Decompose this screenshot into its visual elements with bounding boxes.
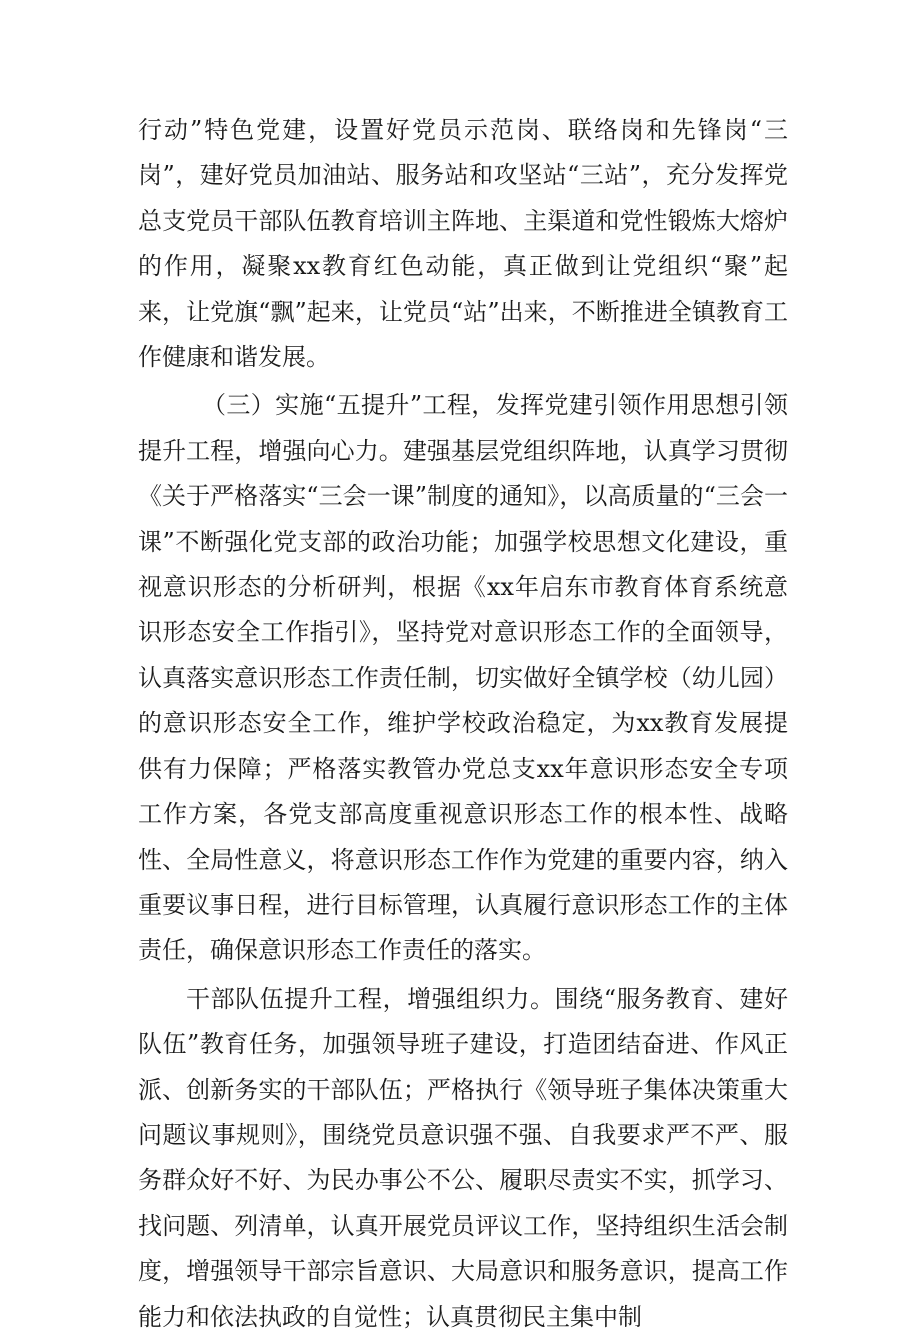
paragraph-five-upgrades: （三）实施“五提升”工程，发挥党建引领作用思想引领提升工程，增强向心力。建强基层党组织阵地，认真学习贯彻《关于严格落实“三会一课”制度的通知》，以高质量的“三会一课”不断强化党支部的政治功能；加强学校思想文化建设，重视意识形态的分析研判，根据《xx年启东市教育体育系统意识形态安全工作指引》，坚持党对意识形态工作的全面领导，认真落实意识形态工作责任制，切实做好全镇学校（幼儿园）的意识形态安全工作，维护学校政治稳定，为xx教育发展提供有力保障；严格落实教管办党总支xx年意识形态安全专项工作方案，各党支部高度重视意识形态工作的根本性、战略性、全局性意义，将意识形态工作作为党建的重要内容，纳入重要议事日程，进行目标管理，认真履行意识形态工作的主体责任，确保意识形态工作责任的落实。 bbox=[138, 391, 788, 965]
paragraph-continuation: 行动”特色党建，设置好党员示范岗、联络岗和先锋岗“三岗”，建好党员加油站、服务站和攻坚站“三站”，充分发挥党总支党员干部队伍教育培训主阵地、主渠道和党性锻炼大熔炉的作用，凝聚xx教育红色动能，真正做到让党组织“聚”起来，让党旗“飘”起来，让党员“站”出来，不断推进全镇教育工作健康和谐发展。 bbox=[138, 116, 788, 372]
paragraph-cadre-team: 干部队伍提升工程，增强组织力。围绕“服务教育、建好队伍”教育任务，加强领导班子建设，打造团结奋进、作风正派、创新务实的干部队伍；严格执行《领导班子集体决策重大问题议事规则》，围绕党员意识强不强、自我要求严不严、服务群众好不好、为民办事公不公、履职尽责实不实，抓学习、找问题、列清单，认真开展党员评议工作，坚持组织生活会制度，增强领导干部宗旨意识、大局意识和服务意识，提高工作能力和依法执政的自觉性；认真贯彻民主集中制 bbox=[138, 984, 788, 1331]
document-body bbox=[138, 108, 788, 1340]
